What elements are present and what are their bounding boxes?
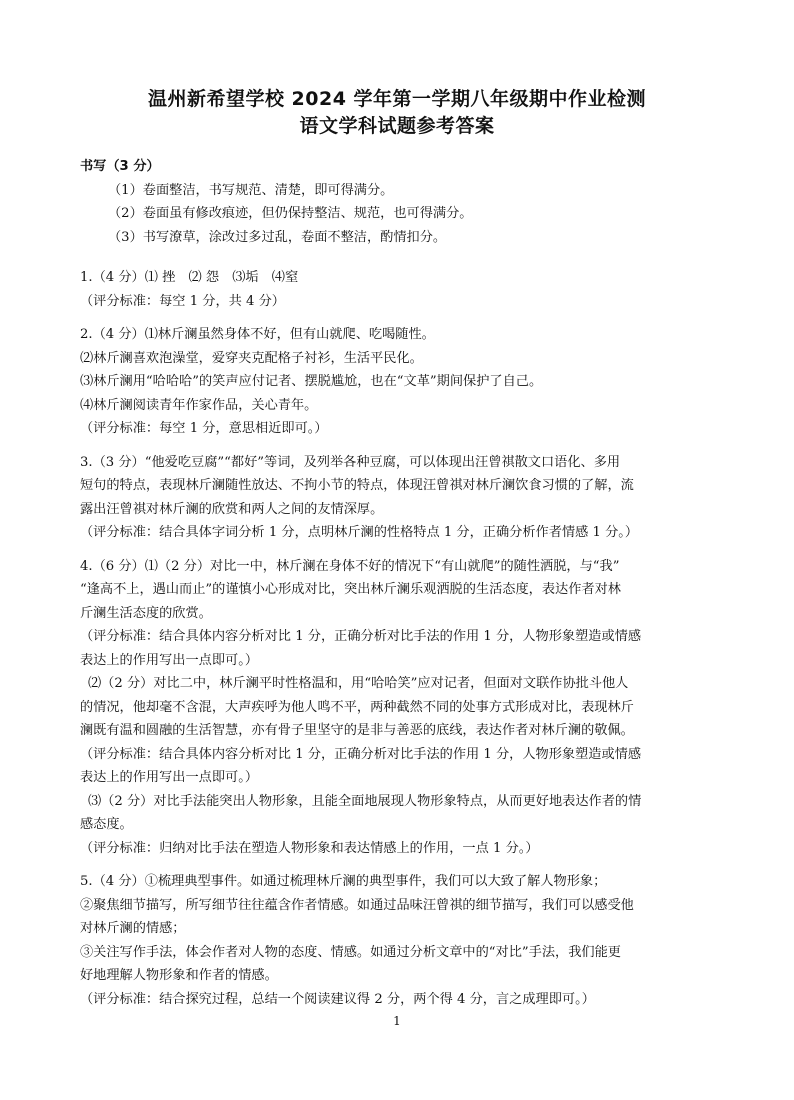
q4-line-2: “逢高不上，遇山而止”的谨慎小心形成对比，突出林斤澜乐观洒脱的生活态度，表达作者对林 xyxy=(80,582,621,597)
q5-line-2: ②聚焦细节描写，所写细节往往蕴含作者情感。如通过品味汪曾祺的细节描写，我们可以感受他 xyxy=(80,897,634,913)
document-title: 温州新希望学校 2024 学年第一学期八年级期中作业检测 xyxy=(147,88,647,110)
q4-scoring-1-line-2: 表达上的作用写出一点即可。） xyxy=(80,652,259,668)
q4-scoring-2-line-1: （评分标准：结合具体内容分析对比 1 分，正确分析对比手法的作用 1 分，人物形象塑造或情感 xyxy=(80,746,642,762)
q5-line-5: 好地理解人物形象和作者的情感。 xyxy=(80,968,278,983)
page-number: 1 xyxy=(393,1014,401,1028)
section-question-1 xyxy=(80,266,720,313)
section-handwriting xyxy=(80,155,720,249)
q5-line-1: 5.（4 分）①梳理典型事件。如通过梳理林斤澜的典型事件，我们可以大致了解人物形象； xyxy=(80,874,607,889)
q2-answer: 2.（4 分）⑴林斤澜虽然身体不好，但有山就爬、吃喝随性。 xyxy=(80,327,435,342)
handwriting-item-1: （1）卷面整洁，书写规范、清楚，即可得满分。 xyxy=(108,182,394,198)
section-question-5 xyxy=(80,870,720,1011)
q2-line-2: ⑵林斤澜喜欢泡澡堂，爱穿夹克配格子衬衫，生活平民化。 xyxy=(80,350,423,366)
q5-scoring: （评分标准：结合探究过程，总结一个阅读建议得 2 分，两个得 4 分，言之成理即可。） xyxy=(80,991,595,1007)
q3-line-3: 露出汪曾祺对林斤澜的欣赏和两人之间的友情深厚。 xyxy=(80,501,384,517)
handwriting-item-3: （3）书写潦草，涂改过多过乱，卷面不整洁，酌情扣分。 xyxy=(108,229,447,245)
q4-part2-line-2: 的情况，他却毫不含混，大声疾呼为他人鸣不平，两种截然不同的处事方式形成对比，表现林斤 xyxy=(80,699,634,715)
document-subtitle: 语文学科试题参考答案 xyxy=(299,115,495,137)
handwriting-heading: 书写（3 分） xyxy=(80,159,160,174)
answer-content xyxy=(80,155,720,1011)
q1-answer: 1.（4 分）⑴ 挫 ⑵ 怨 ⑶垢 ⑷窒 xyxy=(80,270,299,285)
q4-part3-line-1: ⑶（2 分）对比手法能突出人物形象，且能全面地展现人物形象特点，从而更好地表达作者的情 xyxy=(88,793,642,809)
q5-line-3: 对林斤澜的情感； xyxy=(80,921,186,936)
section-question-2 xyxy=(80,323,720,441)
handwriting-item-2: （2）卷面虽有修改痕迹，但仍保持整洁、规范，也可得满分。 xyxy=(108,206,473,221)
q3-line-1: 3.（3 分）“他爱吃豆腐”“都好”等词，及列举各种豆腐，可以体现出汪曾祺散文口语化、多用 xyxy=(80,454,621,470)
q4-scoring-2-line-2: 表达上的作用写出一点即可。） xyxy=(80,770,259,785)
q4-scoring-3: （评分标准：归纳对比手法在塑造人物形象和表达情感上的作用，一点 1 分。） xyxy=(80,840,539,856)
q4-part3-line-2: 感态度。 xyxy=(80,817,133,832)
q3-scoring: （评分标准：结合具体字词分析 1 分，点明林斤澜的性格特点 1 分，正确分析作者情感 1 分。） xyxy=(80,525,639,540)
q4-scoring-1-line-1: （评分标准：结合具体内容分析对比 1 分，正确分析对比手法的作用 1 分，人物形象塑造或情感 xyxy=(80,629,642,644)
q3-line-2: 短句的特点，表现林斤澜随性放达、不拘小节的特点，体现汪曾祺对林斤澜饮食习惯的了解，流 xyxy=(80,478,634,493)
q4-part2-line-1: ⑵（2 分）对比二中，林斤澜平时性格温和，用“哈哈笑”应对记者，但面对文联作协批斗他人 xyxy=(88,676,629,691)
q2-scoring: （评分标准：每空 1 分，意思相近即可。） xyxy=(80,421,328,436)
q5-line-4: ③关注写作手法，体会作者对人物的态度、情感。如通过分析文章中的“对比”手法，我们能更 xyxy=(80,944,621,960)
q1-scoring: （评分标准：每空 1 分，共 4 分） xyxy=(80,293,285,309)
q4-line-1: 4.（6 分）⑴（2 分）对比一中，林斤澜在身体不好的情况下“有山就爬”的随性洒脱，与“我” xyxy=(80,558,620,574)
q4-line-3: 斤澜生活态度的欣赏。 xyxy=(80,605,212,621)
q2-line-4: ⑷林斤澜阅读青年作家作品，关心青年。 xyxy=(80,397,318,413)
q4-part2-line-3: 澜既有温和圆融的生活智慧，亦有骨子里坚守的是非与善恶的底线，表达作者对林斤澜的敬佩。 xyxy=(80,723,634,738)
section-question-3 xyxy=(80,451,720,545)
q2-line-3: ⑶林斤澜用“哈哈哈”的笑声应付记者、摆脱尴尬，也在“文革”期间保护了自己。 xyxy=(80,374,543,389)
section-question-4 xyxy=(80,555,720,861)
